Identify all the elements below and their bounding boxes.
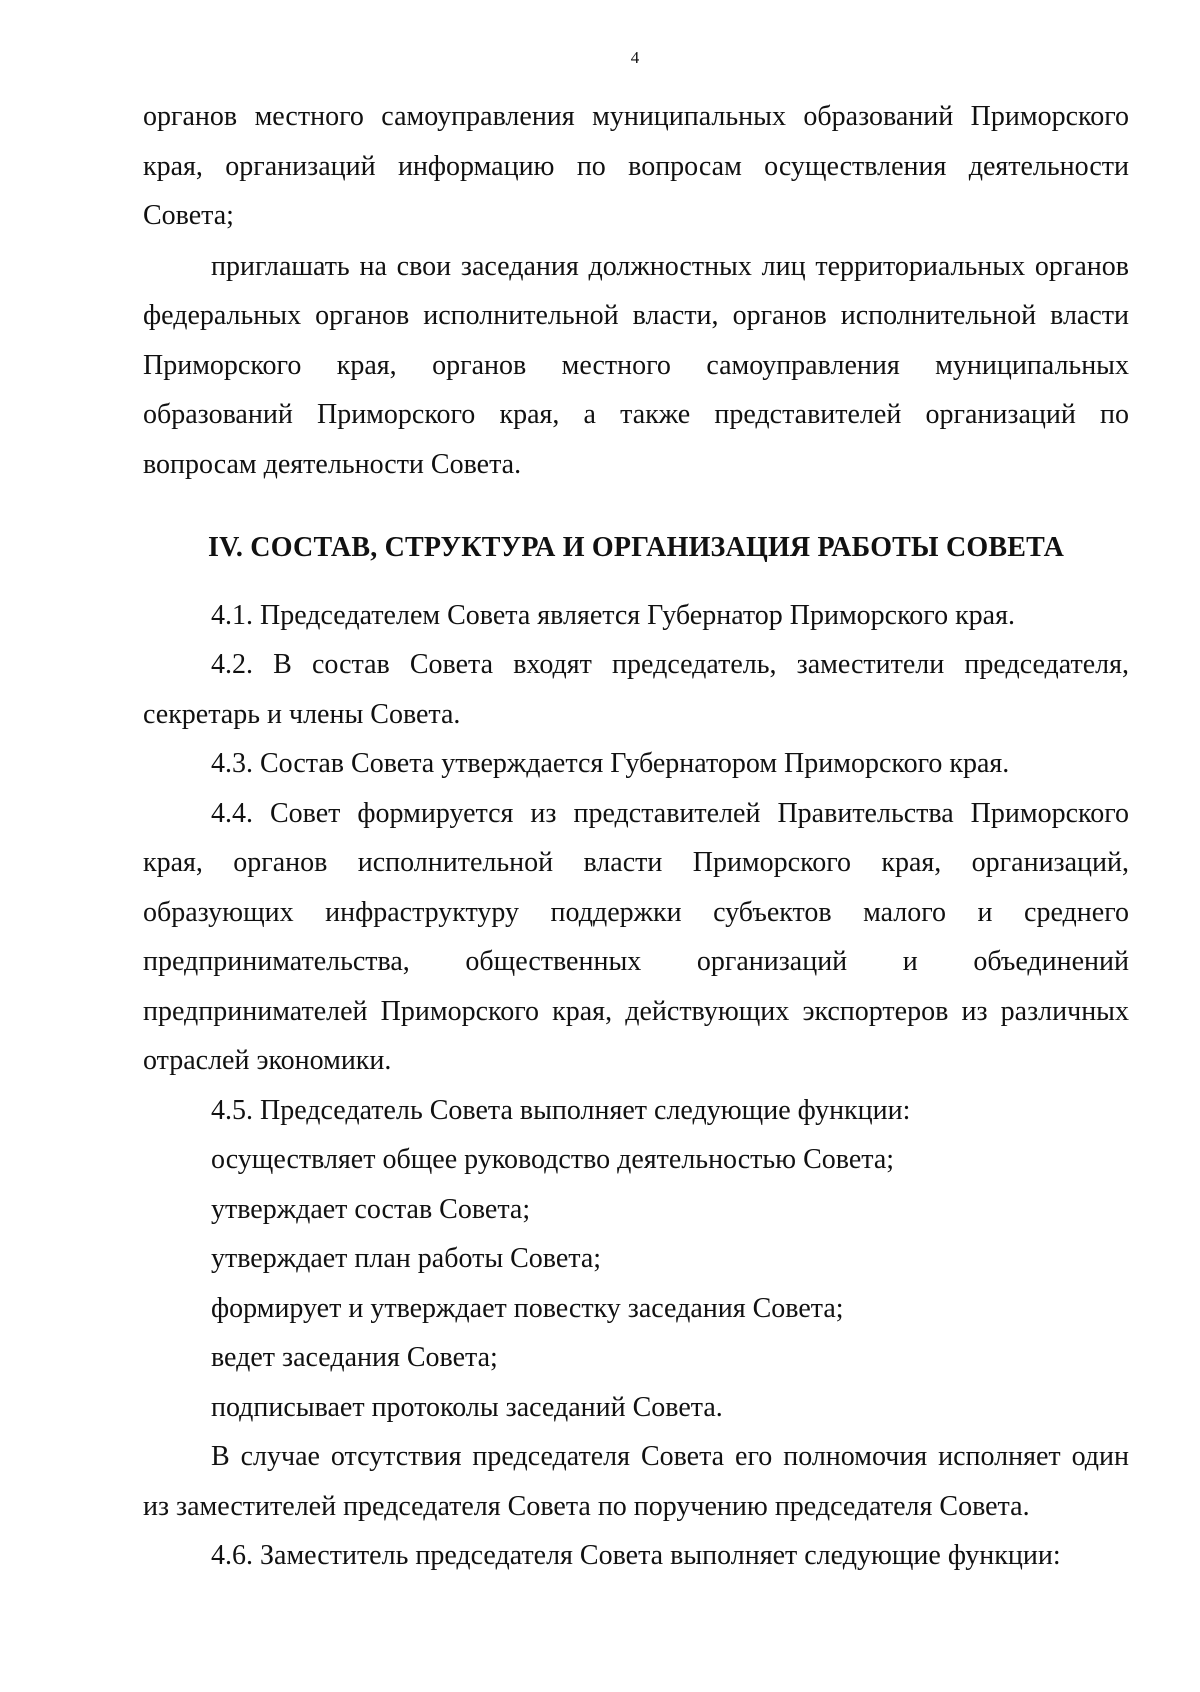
clause-4-5: 4.5. Председатель Совета выполняет следующие функции: [211,1094,911,1126]
clause-4-2: 4.2. В состав Совета входят председатель, заместители председателя, секретарь и члены Совета. [143,649,1129,730]
chair-function-item: подписывает протоколы заседаний Совета. [211,1391,723,1423]
chair-function-item: осуществляет общее руководство деятельностью Совета; [211,1144,895,1175]
paragraph-continuation: органов местного самоуправления муниципальных образований Приморского края, организаций информацию по вопросам осуществления деятельности Совета; [143,101,1129,231]
page-number: 4 [630,48,640,67]
clause-4-1: 4.1. Председателем Совета является Губернатор Приморского края. [211,599,1015,631]
chair-function-item: ведет заседания Совета; [211,1342,498,1373]
absence-clause: В случае отсутствия председателя Совета его полномочия исполняет один из заместителей председателя Совета по поручению председателя Совета. [143,1441,1129,1522]
chair-function-item: утверждает состав Совета; [211,1193,531,1225]
clause-4-6: 4.6. Заместитель председателя Совета выполняет следующие функции: [211,1540,1061,1571]
document-body [143,92,1129,1581]
chair-function-item: утверждает план работы Совета; [211,1243,602,1274]
chair-function-item: формирует и утверждает повестку заседания Совета; [211,1292,844,1324]
clause-4-3: 4.3. Состав Совета утверждается Губернатором Приморского края. [211,748,1010,779]
clause-4-4: 4.4. Совет формируется из представителей Правительства Приморского края, органов исполнительной власти Приморского края, организаций, образующих инфраструктуру поддержки субъектов малого и среднего предпринимательства, общественных организаций и объединений предпринимателей Приморского края, действующих экспортеров из различных отраслей экономики. [143,797,1129,1076]
section-heading: IV. СОСТАВ, СТРУКТУРА И ОРГАНИЗАЦИЯ РАБОТЫ СОВЕТА [207,532,1065,563]
paragraph-invite: приглашать на свои заседания должностных лиц территориальных органов федеральных органов исполнительной власти, органов исполнительной власти Приморского края, органов местного самоуправления муниципальных образований Приморского края, а также представителей организаций по вопросам деятельности Совета. [143,250,1129,480]
